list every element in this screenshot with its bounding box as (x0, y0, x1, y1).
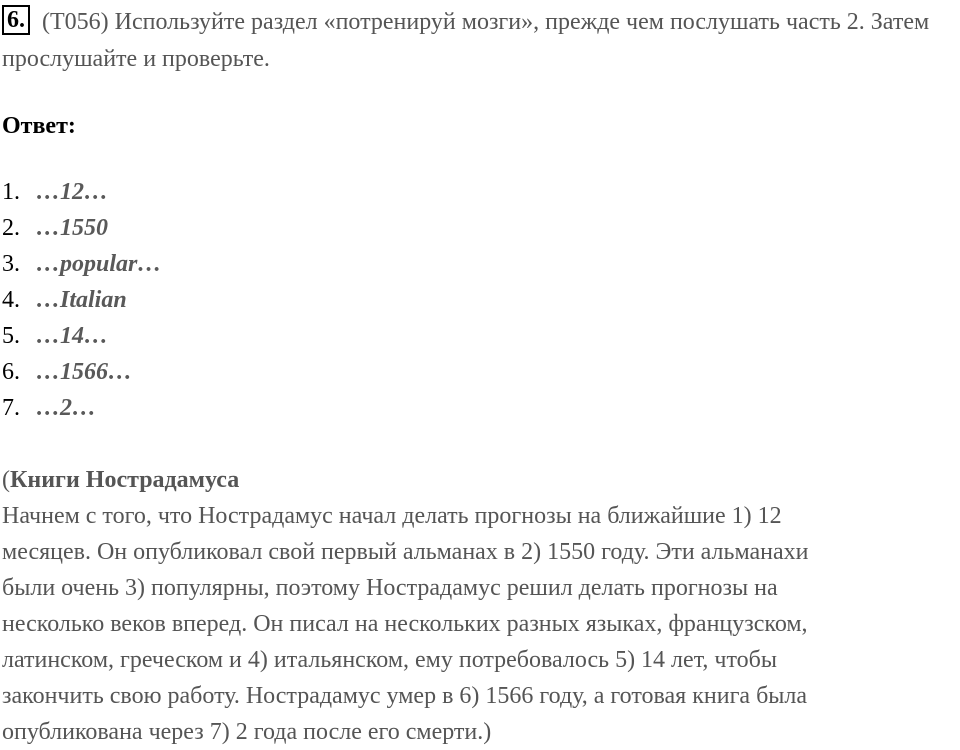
task-instruction (2, 4, 960, 78)
answer-number: 7. (2, 395, 20, 421)
task-number: 6. (2, 5, 30, 35)
answer-value: …1566… (36, 359, 132, 385)
story-line: несколько веков вперед. Он писал на нескольких разных языках, французском, (2, 611, 808, 637)
story-line: были очень 3) популярны, поэтому Нострадамус решил делать прогнозы на (2, 575, 778, 601)
answer-value: …Italian (36, 287, 127, 313)
answer-item (2, 318, 161, 354)
answer-item (2, 210, 161, 246)
story-title: Книги Нострадамуса (10, 467, 240, 493)
answer-number: 6. (2, 359, 20, 385)
story-line: опубликована через 7) 2 года после его смерти.) (2, 719, 492, 745)
story-open-paren: ( (2, 467, 10, 493)
answer-item (2, 246, 161, 282)
answer-value: …1550 (36, 215, 108, 241)
answer-number: 4. (2, 287, 20, 313)
story-line: закончить свою работу. Нострадамус умер в 6) 1566 году, а готовая книга была (2, 683, 808, 709)
answer-number: 1. (2, 179, 20, 205)
answer-number: 2. (2, 215, 20, 241)
answer-item (2, 390, 161, 426)
story-line: месяцев. Он опубликовал свой первый альманах в 2) 1550 году. Эти альманахи (2, 539, 809, 565)
story-line: Начнем с того, что Нострадамус начал делать прогнозы на ближайшие 1) 12 (2, 503, 782, 529)
answer-value: …popular… (36, 251, 162, 277)
task-text: (T056) Используйте раздел «потренируй мозги», прежде чем послушать часть 2. Затем прослушайте и проверьте. (2, 9, 930, 72)
story-line: латинском, греческом и 4) итальянском, ему потребовалось 5) 14 лет, чтобы (2, 647, 777, 673)
answer-value: …12… (36, 179, 108, 205)
answer-number: 3. (2, 251, 20, 277)
answer-label: Ответ: (2, 113, 76, 139)
answer-number: 5. (2, 323, 20, 349)
answer-value: …2… (36, 395, 96, 421)
answer-value: …14… (36, 323, 108, 349)
answer-item (2, 282, 161, 318)
answer-item (2, 354, 161, 390)
answer-item (2, 174, 161, 210)
answer-list (2, 174, 161, 426)
story-text (2, 462, 952, 750)
story-title-line (2, 462, 952, 498)
